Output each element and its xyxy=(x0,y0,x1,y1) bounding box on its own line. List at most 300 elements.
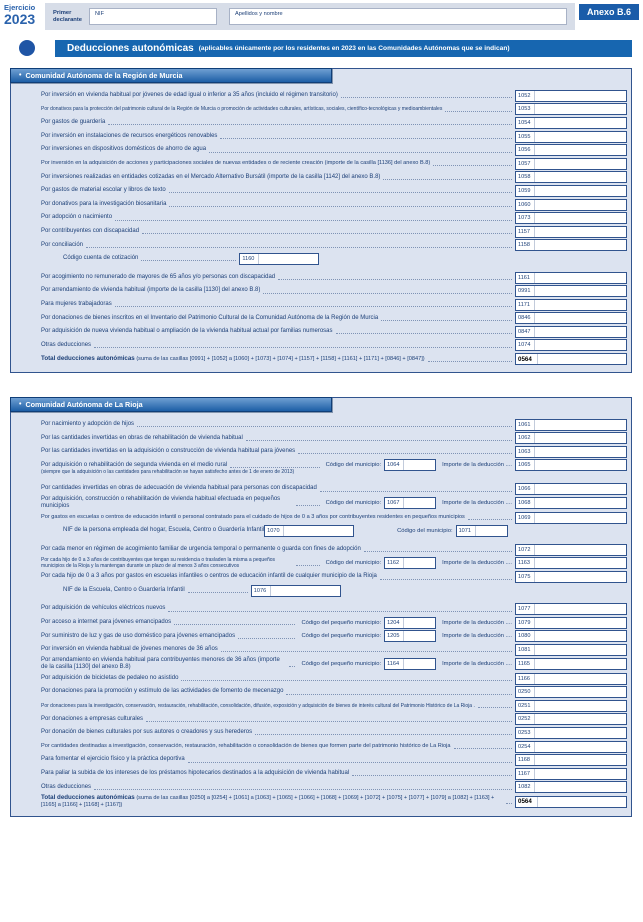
casilla-input[interactable] xyxy=(535,300,626,310)
casilla-number: 1168 xyxy=(516,755,535,765)
deduction-row xyxy=(11,116,627,130)
dotted-leader xyxy=(141,260,236,261)
casilla-box xyxy=(384,617,436,629)
codigo-municipio-label: Código del pequeño municipio: xyxy=(301,661,382,668)
casilla-input[interactable] xyxy=(535,327,626,337)
row-label: Por donaciones de bienes inscritos en el Inventario del Patrimonio Cultural de la Comunidad Autónoma de la Región de Murcia xyxy=(41,314,379,321)
casilla-input[interactable] xyxy=(404,460,435,470)
casilla-number: 1054 xyxy=(516,118,535,128)
casilla-box xyxy=(515,700,627,712)
deduction-row xyxy=(11,325,627,339)
casilla-number: 1161 xyxy=(516,273,535,283)
casilla-number: 1070 xyxy=(265,526,284,536)
casilla-box xyxy=(515,117,627,129)
casilla-input[interactable] xyxy=(535,340,626,350)
section-dot-icon xyxy=(19,40,35,56)
dotted-leader xyxy=(255,734,512,735)
section-murcia-title: Comunidad Autónoma de la Región de Murcia xyxy=(25,71,183,80)
row-label: Por cada menor en régimen de acogimiento familiar de urgencia temporal o permanente o guarda con fines de adopción xyxy=(41,546,361,553)
casilla-box xyxy=(515,131,627,143)
casilla-box xyxy=(515,483,627,495)
dotted-leader xyxy=(428,361,512,362)
row-label: Por adquisición de bicicletas de pedaleo no asistido xyxy=(41,674,179,681)
casilla-number: 1059 xyxy=(516,186,535,196)
dotted-leader xyxy=(94,789,512,790)
importe-deduccion-label: Importe de la deducción .... xyxy=(442,633,512,640)
section-murcia-header xyxy=(10,68,332,83)
casilla-number: 1171 xyxy=(516,300,535,310)
casilla-input[interactable] xyxy=(476,526,507,536)
casilla-input[interactable] xyxy=(259,254,318,264)
casilla-input[interactable] xyxy=(535,618,626,628)
casilla-number: 1072 xyxy=(516,545,535,555)
declarante-bar xyxy=(45,3,575,30)
casilla-box xyxy=(515,768,627,780)
primer-declarante-label: Primer declarante xyxy=(53,9,82,23)
row-label: Por arrendamiento en vivienda habitual para contribuyentes menores de 36 años (importe de la casilla [1130] del anexo B.8) xyxy=(41,656,280,671)
casilla-input[interactable] xyxy=(535,172,626,182)
casilla-input[interactable] xyxy=(535,604,626,614)
dotted-leader xyxy=(478,707,512,708)
casilla-input[interactable] xyxy=(538,797,626,807)
casilla-input[interactable] xyxy=(535,728,626,738)
casilla-box xyxy=(515,226,627,238)
row-label: Por contribuyentes con discapacidad xyxy=(41,227,140,234)
casilla-input[interactable] xyxy=(535,645,626,655)
casilla-number: 1067 xyxy=(385,498,404,508)
casilla-number: 1075 xyxy=(516,572,535,582)
casilla-box xyxy=(515,557,627,569)
casilla-input[interactable] xyxy=(535,240,626,250)
deduction-row xyxy=(11,557,627,571)
deduction-row xyxy=(11,685,627,699)
casilla-box xyxy=(251,585,341,597)
row-label: Por inversión en la adquisición de acciones y participaciones sociales de nuevas entidades o de reciente creación (importe de la casilla [1136] del anexo B.8) xyxy=(41,160,431,167)
casilla-input[interactable] xyxy=(535,687,626,697)
deduction-row xyxy=(11,431,627,445)
row-label: Por donaciones para la promoción y estímulo de las actividades de fomento de mecenazgo xyxy=(41,688,284,695)
total-label-bold: Total deducciones autonómicas xyxy=(41,354,135,362)
casilla-number: 1057 xyxy=(516,159,535,169)
deduction-row xyxy=(11,672,627,686)
deduction-row xyxy=(11,753,627,767)
casilla-number: 0564 xyxy=(516,797,538,807)
casilla-input[interactable] xyxy=(404,558,435,568)
dotted-leader xyxy=(169,206,512,207)
casilla-number: 1063 xyxy=(516,447,535,457)
casilla-input[interactable] xyxy=(535,447,626,457)
casilla-number: 0564 xyxy=(516,354,538,364)
casilla-box xyxy=(515,199,627,211)
casilla-box xyxy=(515,741,627,753)
deduction-row xyxy=(11,271,627,285)
sections-container xyxy=(0,68,643,841)
codigo-municipio-label: Código del municipio: xyxy=(325,500,382,507)
casilla-box xyxy=(515,185,627,197)
casilla-box xyxy=(515,673,627,685)
row-label: Para fomentar el ejercicio físico y la práctica deportiva xyxy=(41,756,185,763)
dotted-leader xyxy=(146,721,512,722)
dotted-leader xyxy=(168,611,512,612)
casilla-input[interactable] xyxy=(535,674,626,684)
nif-field[interactable] xyxy=(89,8,217,25)
casilla-box xyxy=(515,212,627,224)
row-label: Por inversión en instalaciones de recursos energéticos renovables xyxy=(41,132,218,139)
casilla-input[interactable] xyxy=(535,769,626,779)
dotted-leader xyxy=(246,440,512,441)
deduction-row xyxy=(11,418,627,432)
casilla-input[interactable] xyxy=(535,572,626,582)
row-label: Por gastos de guardería xyxy=(41,119,106,126)
row-label: Por cada hijo de 0 a 3 años de contribuyentes que tengan su residencia o trasladen la misma a pequeños municipios de la Rioja y la mantengan durante un plazo de al menos 3 años consecutivos xyxy=(41,557,276,570)
deduction-row xyxy=(11,252,627,266)
deduction-row xyxy=(11,794,627,810)
dotted-leader xyxy=(381,320,512,321)
dotted-leader xyxy=(169,192,512,193)
page-title xyxy=(55,40,632,57)
row-label: Por conciliación xyxy=(41,241,84,248)
casilla-input[interactable] xyxy=(535,631,626,641)
casilla-number: 0251 xyxy=(516,701,535,711)
casilla-input[interactable] xyxy=(535,286,626,296)
dotted-leader xyxy=(320,491,512,492)
row-label: Por suministro de luz y gas de uso doméstico para jóvenes emancipados xyxy=(41,632,236,639)
dotted-leader xyxy=(278,279,512,280)
row-label: Por nacimiento y adopción de hijos xyxy=(41,420,135,427)
row-label: Por las cantidades invertidas en obras de rehabilitación de vivienda habitual xyxy=(41,434,243,441)
title-bar xyxy=(0,40,643,57)
casilla-input[interactable] xyxy=(535,659,626,669)
casilla-box xyxy=(515,544,627,556)
casilla-number: 0254 xyxy=(516,742,535,752)
deduction-row xyxy=(11,767,627,781)
dotted-leader xyxy=(174,624,295,625)
bullet-icon: • xyxy=(19,72,22,79)
casilla-number: 1062 xyxy=(516,433,535,443)
row-label: Por cantidades destinadas a investigación, conservación, restauración, rehabilitación o consolidación de bienes que formen parte del patrimonio histórico de La Rioja xyxy=(41,743,451,750)
apellidos-nombre-field[interactable] xyxy=(229,8,567,25)
dotted-leader xyxy=(115,306,512,307)
casilla-number: 1082 xyxy=(516,782,535,792)
deduction-row xyxy=(11,699,627,713)
casilla-number: 1071 xyxy=(457,526,476,536)
casilla-number: 0250 xyxy=(516,687,535,697)
deduction-row xyxy=(11,130,627,144)
deduction-row xyxy=(11,225,627,239)
casilla-box xyxy=(515,781,627,793)
row-label: Por adquisición de vehículos eléctricos nuevos xyxy=(41,605,166,612)
dotted-leader xyxy=(296,505,320,506)
casilla-number: 0846 xyxy=(516,313,535,323)
casilla-input[interactable] xyxy=(535,701,626,711)
casilla-number: 1073 xyxy=(516,213,535,223)
deduction-row xyxy=(11,171,627,185)
casilla-input[interactable] xyxy=(535,118,626,128)
deduction-row xyxy=(11,781,627,795)
deduction-row xyxy=(11,482,627,496)
dotted-leader xyxy=(94,347,512,348)
casilla-input[interactable] xyxy=(284,526,353,536)
bullet-icon: • xyxy=(19,400,22,408)
casilla-number: 1076 xyxy=(252,586,271,596)
deduction-row xyxy=(11,103,627,117)
casilla-box xyxy=(384,497,436,509)
casilla-box xyxy=(384,459,436,471)
deduction-row xyxy=(11,312,627,326)
casilla-input[interactable] xyxy=(535,755,626,765)
casilla-input[interactable] xyxy=(538,354,626,364)
row-label: Por donaciones para la investigación, conservación, restauración, rehabilitación, consolidación, difusión, exposición y adquisición de bienes de interés cultural del Patrimonio Histórico de La Rioja . xyxy=(41,702,475,709)
dotted-leader xyxy=(142,233,512,234)
row-label: Por inversión en vivienda habitual por jóvenes de edad igual o inferior a 35 años (incluido el régimen transitorio) xyxy=(41,92,338,99)
importe-deduccion-label: Importe de la deducción .... xyxy=(442,462,512,469)
ejercicio-year: 2023 xyxy=(4,11,36,27)
casilla-box xyxy=(515,603,627,615)
row-label: Por acceso a internet para jóvenes emancipados xyxy=(41,619,172,626)
casilla-input[interactable] xyxy=(535,420,626,430)
section-murcia xyxy=(10,68,632,373)
casilla-box xyxy=(384,658,436,670)
nif-field-label: NIF xyxy=(95,11,105,17)
casilla-box xyxy=(515,326,627,338)
casilla-number: 1079 xyxy=(516,618,535,628)
casilla-number: 1167 xyxy=(516,769,535,779)
dotted-leader xyxy=(341,97,512,98)
casilla-box xyxy=(515,459,627,471)
deduction-row xyxy=(11,339,627,353)
casilla-box xyxy=(515,727,627,739)
row-label: Por donativos para la investigación biosanitaria xyxy=(41,200,167,207)
casilla-box xyxy=(515,497,627,509)
dotted-leader xyxy=(433,165,512,166)
deduction-row xyxy=(11,524,627,538)
deduction-row xyxy=(11,740,627,754)
casilla-input[interactable] xyxy=(404,631,435,641)
casilla-number: 1061 xyxy=(516,420,535,430)
deduction-row xyxy=(11,157,627,171)
casilla-input[interactable] xyxy=(535,227,626,237)
deduction-row xyxy=(11,570,627,584)
casilla-number: 1204 xyxy=(385,618,404,628)
casilla-input[interactable] xyxy=(535,104,626,114)
dotted-leader xyxy=(296,565,320,566)
casilla-input[interactable] xyxy=(535,433,626,443)
deduction-row xyxy=(11,657,627,672)
deduction-row xyxy=(11,584,627,598)
casilla-number: 1162 xyxy=(385,558,404,568)
row-label: NIF de la persona empleada del hogar, Escuela, Centro o Guardería Infantil xyxy=(63,527,265,534)
deduction-row xyxy=(11,630,627,644)
casilla-number: 1164 xyxy=(385,659,404,669)
row-label: Por acogimiento no remunerado de mayores de 65 años y/o personas con discapacidad xyxy=(41,273,276,280)
dotted-leader xyxy=(336,333,512,334)
importe-deduccion-label: Importe de la deducción .... xyxy=(442,500,512,507)
casilla-input[interactable] xyxy=(535,714,626,724)
casilla-input[interactable] xyxy=(535,145,626,155)
row-label: Por adquisición o rehabilitación de segunda vivienda en el medio rural xyxy=(41,461,228,468)
casilla-box xyxy=(515,90,627,102)
deduction-row xyxy=(11,143,627,157)
casilla-box xyxy=(515,171,627,183)
row-note: (siempre que la adquisición o las cantidades para rehabilitación se hayan satisfecho antes de 1 de enero de 2013) xyxy=(41,469,295,476)
deduction-row xyxy=(11,89,627,103)
row-label: Por inversión en vivienda habitual de jóvenes menores de 36 años xyxy=(41,646,218,653)
dotted-leader xyxy=(188,762,512,763)
casilla-box xyxy=(515,312,627,324)
dotted-leader xyxy=(286,694,512,695)
codigo-municipio-label: Código del pequeño municipio: xyxy=(301,633,382,640)
apellidos-field-label: Apellidos y nombre xyxy=(235,11,283,17)
casilla-number: 1081 xyxy=(516,645,535,655)
casilla-input[interactable] xyxy=(535,213,626,223)
casilla-input[interactable] xyxy=(535,91,626,101)
section-rioja-title: Comunidad Autónoma de La Rioja xyxy=(25,399,143,409)
row-label: Por donaciones a empresas culturales xyxy=(41,715,144,722)
row-label: Otras deducciones xyxy=(41,341,92,348)
codigo-municipio-label: Código del pequeño municipio: xyxy=(301,619,382,626)
dotted-leader xyxy=(220,138,512,139)
deduction-row xyxy=(11,543,627,557)
casilla-number: 1055 xyxy=(516,132,535,142)
casilla-box xyxy=(456,525,508,537)
casilla-box xyxy=(515,713,627,725)
casilla-number: 1166 xyxy=(516,674,535,684)
row-label: Para mujeres trabajadoras xyxy=(41,300,112,307)
casilla-number: 1077 xyxy=(516,604,535,614)
total-formula: (suma de las casillas [0250] a [0254] + [1061] a [1063] + [1065] + [1066] + [1068] + [1069] + [1072] + [1075] + [1077] + [1079] a [1082] + [1163] + [1165] a [1166] + [1168] + [1167]) xyxy=(41,795,495,809)
dotted-leader xyxy=(298,453,512,454)
casilla-box xyxy=(515,419,627,431)
casilla-input[interactable] xyxy=(535,313,626,323)
dotted-leader xyxy=(115,220,512,221)
casilla-number: 0253 xyxy=(516,728,535,738)
casilla-input[interactable] xyxy=(535,782,626,792)
casilla-number: 1052 xyxy=(516,91,535,101)
casilla-input[interactable] xyxy=(535,513,626,523)
row-label: Por gastos en escuelas o centros de educación infantil o personal contratado para el cuidado de hijos de 0 a 3 años por contribuyentes residentes en pequeños municipios xyxy=(41,514,465,521)
codigo-municipio-label: Código del municipio: xyxy=(325,560,382,567)
dotted-leader xyxy=(263,293,512,294)
casilla-input[interactable] xyxy=(535,484,626,494)
casilla-box xyxy=(264,525,354,537)
dotted-leader xyxy=(352,775,512,776)
total-formula: (suma de las casillas [0991] + [1052] a [1060] + [1073] + [1074] + [1157] + [1158] + [1161] + [1171] + [0846] + [0847]) xyxy=(136,355,425,362)
casilla-box xyxy=(515,617,627,629)
dotted-leader xyxy=(238,638,295,639)
deduction-row xyxy=(11,616,627,630)
deduction-row xyxy=(11,726,627,740)
casilla-box xyxy=(515,103,627,115)
importe-deduccion-label: Importe de la deducción .... xyxy=(442,560,512,567)
casilla-input[interactable] xyxy=(404,498,435,508)
section-rioja-header xyxy=(10,397,332,412)
deduction-row xyxy=(11,184,627,198)
casilla-input[interactable] xyxy=(535,545,626,555)
casilla-input[interactable] xyxy=(404,659,435,669)
anexo-badge: Anexo B.6 xyxy=(579,4,639,20)
deduction-row xyxy=(11,602,627,616)
casilla-box xyxy=(515,299,627,311)
deduction-row xyxy=(11,445,627,459)
page-title-subtitle: (aplicables únicamente por los residentes en 2023 en las Comunidades Autónomas que se indican) xyxy=(198,45,510,52)
ejercicio-label: Ejercicio xyxy=(4,3,36,12)
casilla-box xyxy=(515,754,627,766)
casilla-number: 1080 xyxy=(516,631,535,641)
dotted-leader xyxy=(188,592,248,593)
casilla-input[interactable] xyxy=(535,558,626,568)
casilla-number: 1053 xyxy=(516,104,535,114)
codigo-municipio-label: Código del municipio: xyxy=(397,528,453,535)
dotted-leader xyxy=(108,124,512,125)
casilla-input[interactable] xyxy=(535,132,626,142)
casilla-box xyxy=(515,239,627,251)
dotted-leader xyxy=(209,152,512,153)
deduction-row xyxy=(11,198,627,212)
row-label: Por adquisición, construcción o rehabilitación de vivienda habitual efectuada en pequeños municipios xyxy=(41,495,281,510)
row-label: NIF de la Escuela, Centro o Guardería Infantil xyxy=(63,586,185,593)
dotted-leader xyxy=(454,748,512,749)
casilla-box xyxy=(515,630,627,642)
dotted-leader xyxy=(506,803,512,804)
casilla-box xyxy=(384,557,436,569)
casilla-number: 1160 xyxy=(240,254,259,264)
casilla-box xyxy=(515,144,627,156)
deduction-row xyxy=(11,511,627,525)
casilla-input[interactable] xyxy=(404,618,435,628)
dotted-leader xyxy=(230,467,320,468)
casilla-input[interactable] xyxy=(535,742,626,752)
casilla-box xyxy=(515,339,627,351)
casilla-number: 1158 xyxy=(516,240,535,250)
casilla-box xyxy=(515,446,627,458)
row-label: Por adopción o nacimiento xyxy=(41,214,113,221)
dotted-leader xyxy=(383,179,512,180)
deduction-row xyxy=(11,496,627,511)
casilla-input[interactable] xyxy=(535,159,626,169)
deduction-row xyxy=(11,239,627,253)
casilla-box xyxy=(515,285,627,297)
row-label: Por las cantidades invertidas en la adquisición o construcción de vivienda habitual para jóvenes xyxy=(41,448,296,455)
casilla-input[interactable] xyxy=(535,498,626,508)
casilla-number: 1165 xyxy=(516,659,535,669)
deduction-row xyxy=(11,298,627,312)
casilla-input[interactable] xyxy=(535,273,626,283)
section-murcia-rows xyxy=(11,89,627,366)
dotted-leader xyxy=(86,247,512,248)
casilla-input[interactable] xyxy=(535,200,626,210)
casilla-box xyxy=(515,512,627,524)
dotted-leader xyxy=(380,579,512,580)
row-label: Para paliar la subida de los intereses de los préstamos hipotecarios destinados a la adquisición de vivienda habitual xyxy=(41,769,350,776)
top-bar xyxy=(0,2,643,32)
casilla-input[interactable] xyxy=(535,186,626,196)
casilla-box xyxy=(515,644,627,656)
deduction-row xyxy=(11,284,627,298)
casilla-box xyxy=(515,796,627,808)
casilla-input[interactable] xyxy=(271,586,340,596)
dotted-leader xyxy=(468,519,512,520)
total-label xyxy=(41,355,425,363)
total-label-bold: Total deducciones autonómicas xyxy=(41,794,135,802)
deduction-row xyxy=(11,211,627,225)
row-label: Por gastos de material escolar y libros de texto xyxy=(41,187,166,194)
dotted-leader xyxy=(445,111,512,112)
section-rioja-rows xyxy=(11,418,627,810)
casilla-box xyxy=(384,630,436,642)
casilla-input[interactable] xyxy=(535,460,626,470)
casilla-number: 1056 xyxy=(516,145,535,155)
casilla-box xyxy=(515,658,627,670)
